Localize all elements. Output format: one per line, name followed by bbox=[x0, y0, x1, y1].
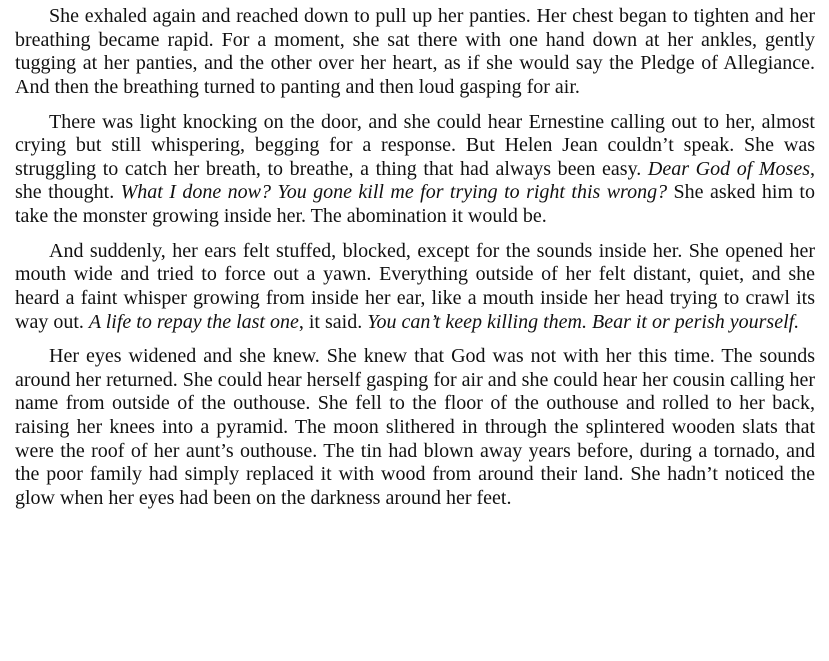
italic-run: What I done now? You gone kill me for trying to right this wrong? bbox=[120, 181, 668, 204]
text-run: And suddenly, her ears felt stuffed, blocked, except for the sounds inside her. She opened her mouth wide and tried to force out a yawn. Everything outside of her felt distant, quiet, and she heard a faint whisper growing from inside her ear, like a mouth inside her head trying to crawl its way out. bbox=[15, 239, 815, 333]
text-run: Her eyes widened and she knew. She knew that God was not with her this time. The sounds around her returned. She could hear herself gasping for air and she could hear her cousin calling her name from outside of the outhouse. She fell to the floor of the outhouse and rolled to her back, raising her knees into a pyramid. The moon slithered in through the splintered wooden slats that were the roof of her aunt’s outhouse. The tin had blown away years before, during a tornado, and the poor family had simply replaced it with wood from around their land. She hadn’t noticed the glow when her eyes had been on the darkness around her feet. bbox=[15, 345, 815, 509]
italic-run: A life to repay the last one bbox=[88, 310, 299, 333]
paragraph-4 bbox=[15, 345, 815, 510]
paragraph-2 bbox=[15, 111, 815, 229]
paragraph-1 bbox=[15, 5, 815, 99]
text-run: She exhaled again and reached down to pull up her panties. Her chest began to tighten and her breathing became rapid. For a moment, she sat there with one hand down at her ankles, gently tugging at her panties, and the other over her heart, as if she would say the Pledge of Allegiance. And then the breathing turned to panting and then loud gasping for air. bbox=[15, 5, 815, 98]
italic-run: Dear God of Moses bbox=[647, 157, 810, 180]
text-run: She asked him to take the monster growing inside her. The abomination it would be. bbox=[15, 181, 815, 227]
text-run: , she thought. bbox=[15, 157, 815, 204]
italic-run: You can’t keep killing them. Bear it or perish yourself. bbox=[367, 310, 800, 333]
text-run: , it said. bbox=[298, 310, 368, 333]
paragraph-3 bbox=[15, 240, 815, 334]
text-run: There was light knocking on the door, and she could hear Ernestine calling out to her, almost crying but still whispering, begging for a response. But Helen Jean couldn’t speak. She was struggling to catch her breath, to breathe, a thing that had always been easy. bbox=[15, 110, 815, 180]
